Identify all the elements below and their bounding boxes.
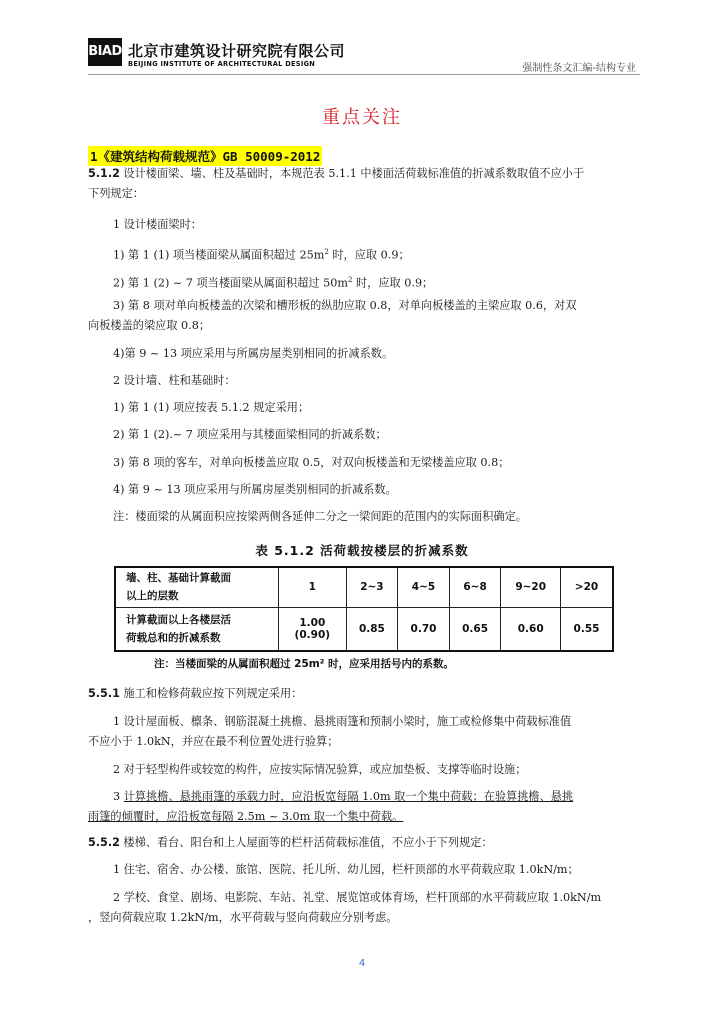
item-2-3: 3) 第 8 项的客车，对单向板楼盖应取 0.5，对双向板楼盖和无梁楼盖应取 0.8； <box>113 456 510 469</box>
item-1-1: 1) 第 1 (1) 项当楼面梁从属面积超过 $25m^2$ 时，应取 0.9； <box>113 248 410 262</box>
table-cell: 6~8 <box>449 567 501 607</box>
reduction-table <box>114 566 614 652</box>
page-title: 重点关注 <box>322 107 402 128</box>
table-note: 注：当楼面梁的从属面积超过 25m² 时，应采用括号内的系数。 <box>154 658 454 670</box>
table-cell: 1.00 (0.90) <box>279 607 347 651</box>
header-subtitle: 强制性条文汇编-结构专业 <box>522 63 636 74</box>
clause-5-1-2-intro: 5.1.2 设计楼面梁、墙、柱及基础时，本规范表 5.1.1 中楼面活荷载标准值的折减系数取值不应小于 <box>88 167 585 180</box>
item-2-1: 1) 第 1 (1) 项应按表 5.1.2 规定采用； <box>113 401 310 414</box>
page-number: 4 <box>358 958 366 969</box>
table-cell: 0.85 <box>346 607 398 651</box>
row-header: 计算截面以上各楼层活 荷载总和的折减系数 <box>115 607 279 651</box>
table-row <box>115 567 613 607</box>
biad-logo: BIAD <box>88 38 122 66</box>
item-5-5-1-2: 2 对于轻型构件或较宽的构件，应按实际情况验算，或应加垫板、支撑等临时设施； <box>113 763 527 776</box>
item-1-4: 4)第 9 ~ 13 项应采用与所属房屋类别相同的折减系数。 <box>113 347 394 360</box>
header-divider <box>88 74 640 75</box>
item-5-5-1-1-cont: 不应小于 1.0kN，并应在最不利位置处进行验算； <box>88 735 339 748</box>
item-1-3: 3) 第 8 项对单向板楼盖的次梁和槽形板的纵肋应取 0.8，对单向板楼盖的主梁应取 0.6，对双 <box>113 299 577 312</box>
item-1: 1 设计楼面梁时： <box>113 218 202 231</box>
org-name-en: BEIJING INSTITUTE OF ARCHITECTURAL DESIGN <box>128 60 316 68</box>
item-5-5-2-1: 1 住宅、宿舍、办公楼、旅馆、医院、托儿所、幼儿园，栏杆顶部的水平荷载应取 1.0kN/m； <box>113 863 579 876</box>
standard-heading: 1《建筑结构荷载规范》GB 50009-2012 <box>88 146 322 166</box>
table-cell: 2~3 <box>346 567 398 607</box>
clause-5-5-2-intro: 5.5.2 楼梯、看台、阳台和上人屋面等的栏杆活荷载标准值，不应小于下列规定： <box>88 836 493 849</box>
table-cell: 4~5 <box>398 567 450 607</box>
table-row <box>115 607 613 651</box>
table-cell: 0.60 <box>501 607 561 651</box>
clause-5-5-1-intro: 5.5.1 施工和检修荷载应按下列规定采用： <box>88 687 303 700</box>
table-cell: 1 <box>279 567 347 607</box>
item-1-3-cont: 向板楼盖的梁应取 0.8； <box>88 319 211 332</box>
item-5-5-1-3: 3 计算挑檐、悬挑雨篷的承载力时，应沿板宽每隔 1.0m 取一个集中荷载；在验算挑檐、悬挑 <box>113 790 574 803</box>
page-header <box>0 0 724 80</box>
item-5-5-2-2: 2 学校、食堂、剧场、电影院、车站、礼堂、展览馆或体育场，栏杆顶部的水平荷载应取 1.0kN/m <box>113 891 602 904</box>
clause-5-1-2-intro-cont: 下列规定： <box>88 187 144 200</box>
table-cell: 9~20 <box>501 567 561 607</box>
table-title: 表 5.1.2 活荷载按楼层的折减系数 <box>255 543 469 558</box>
row-header: 墙、柱、基础计算截面 以上的层数 <box>115 567 279 607</box>
item-5-5-2-2-cont: ，竖向荷载应取 1.2kN/m，水平荷载与竖向荷载应分别考虑。 <box>88 911 398 924</box>
org-name-cn: 北京市建筑设计研究院有限公司 <box>128 42 346 60</box>
item-1-2: 2) 第 1 (2) ~ 7 项当楼面梁从属面积超过 $50m^2$ 时，应取 0.9； <box>113 276 434 290</box>
table-cell: 0.70 <box>398 607 450 651</box>
item-2-4: 4) 第 9 ~ 13 项应采用与所属房屋类别相同的折减系数。 <box>113 483 397 496</box>
item-2-2: 2) 第 1 (2).~ 7 项应采用与其楼面梁相同的折减系数； <box>113 428 387 441</box>
clause-note: 注：楼面梁的从属面积应按梁两侧各延伸二分之一梁间距的范围内的实际面积确定。 <box>113 510 527 523</box>
item-2: 2 设计墙、柱和基础时： <box>113 374 236 387</box>
table-cell: 0.65 <box>449 607 501 651</box>
table-cell: >20 <box>561 567 614 607</box>
table-cell: 0.55 <box>561 607 614 651</box>
item-5-5-1-1: 1 设计屋面板、檩条、钢筋混凝土挑檐、悬挑雨篷和预制小梁时，施工或检修集中荷载标准值 <box>113 715 572 728</box>
item-5-5-1-3-cont: 雨篷的倾覆时，应沿板宽每隔 2.5m ~ 3.0m 取一个集中荷载。 <box>88 810 404 823</box>
